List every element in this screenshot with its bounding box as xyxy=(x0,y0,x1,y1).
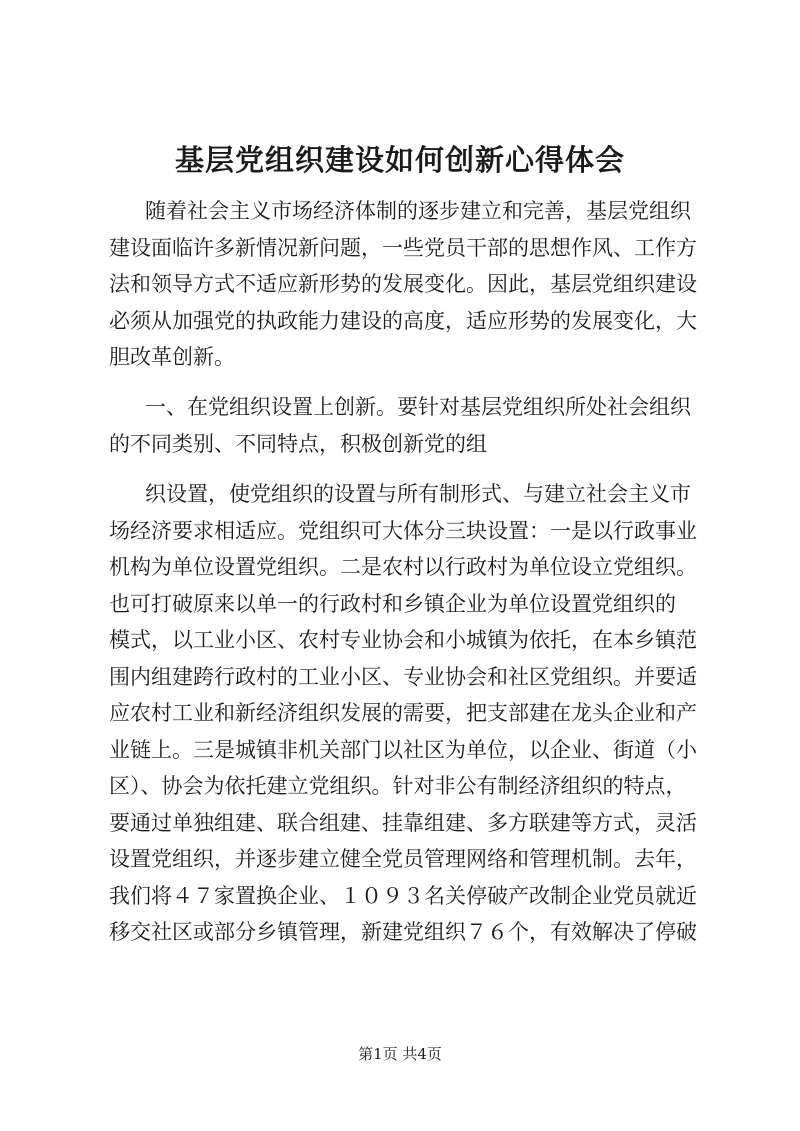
body-line: 业链上。三是城镇非机关部门以社区为单位，以企业、街道（小 xyxy=(109,738,697,762)
body-line: 我们将４７家置换企业、１０９３名关停破产改制企业党员就近 xyxy=(109,884,697,908)
body-line: 建设面临许多新情况新问题，一些党员干部的思想作风、工作方 xyxy=(109,236,697,260)
body-line: 胆改革创新。 xyxy=(109,345,235,369)
body-line: 移交社区或部分乡镇管理，新建党组织７６个，有效解决了停破 xyxy=(109,920,697,944)
body-line: 必须从加强党的执政能力建设的高度，适应形势的发展变化，大 xyxy=(109,309,697,333)
body-line: 区）、协会为依托建立党组织。针对非公有制经济组织的特点， xyxy=(109,774,687,798)
body-line: 围内组建跨行政村的工业小区、专业协会和社区党组织。并要适 xyxy=(109,665,697,689)
body-line: 一、在党组织设置上创新。要针对基层党组织所处社会组织 xyxy=(145,395,691,419)
body-line: 随着社会主义市场经济体制的逐步建立和完善，基层党组织 xyxy=(145,199,691,223)
body-line: 织设置，使党组织的设置与所有制形式、与建立社会主义市 xyxy=(145,482,691,506)
body-line: 机构为单位设置党组织。二是农村以行政村为单位设立党组织。 xyxy=(109,555,697,579)
body-line: 要通过单独组建、联合组建、挂靠组建、多方联建等方式，灵活 xyxy=(109,811,697,835)
body-line: 场经济要求相适应。党组织可大体分三块设置：一是以行政事业 xyxy=(109,519,697,543)
body-line: 的不同类别、不同特点，积极创新党的组 xyxy=(109,432,487,456)
page-footer: 第1页 共4页 xyxy=(358,1045,442,1063)
body-line: 也可打破原来以单一的行政村和乡镇企业为单位设置党组织的 xyxy=(109,592,676,616)
body-line: 设置党组织，并逐步建立健全党员管理网络和管理机制。去年， xyxy=(109,847,697,871)
body-line: 模式，以工业小区、农村专业协会和小城镇为依托，在本乡镇范 xyxy=(109,628,697,652)
body-line: 应农村工业和新经济组织发展的需要，把支部建在龙头企业和产 xyxy=(109,701,697,725)
document-title: 基层党组织建设如何创新心得体会 xyxy=(174,143,625,177)
body-line: 法和领导方式不适应新形势的发展变化。因此，基层党组织建设 xyxy=(109,272,697,296)
